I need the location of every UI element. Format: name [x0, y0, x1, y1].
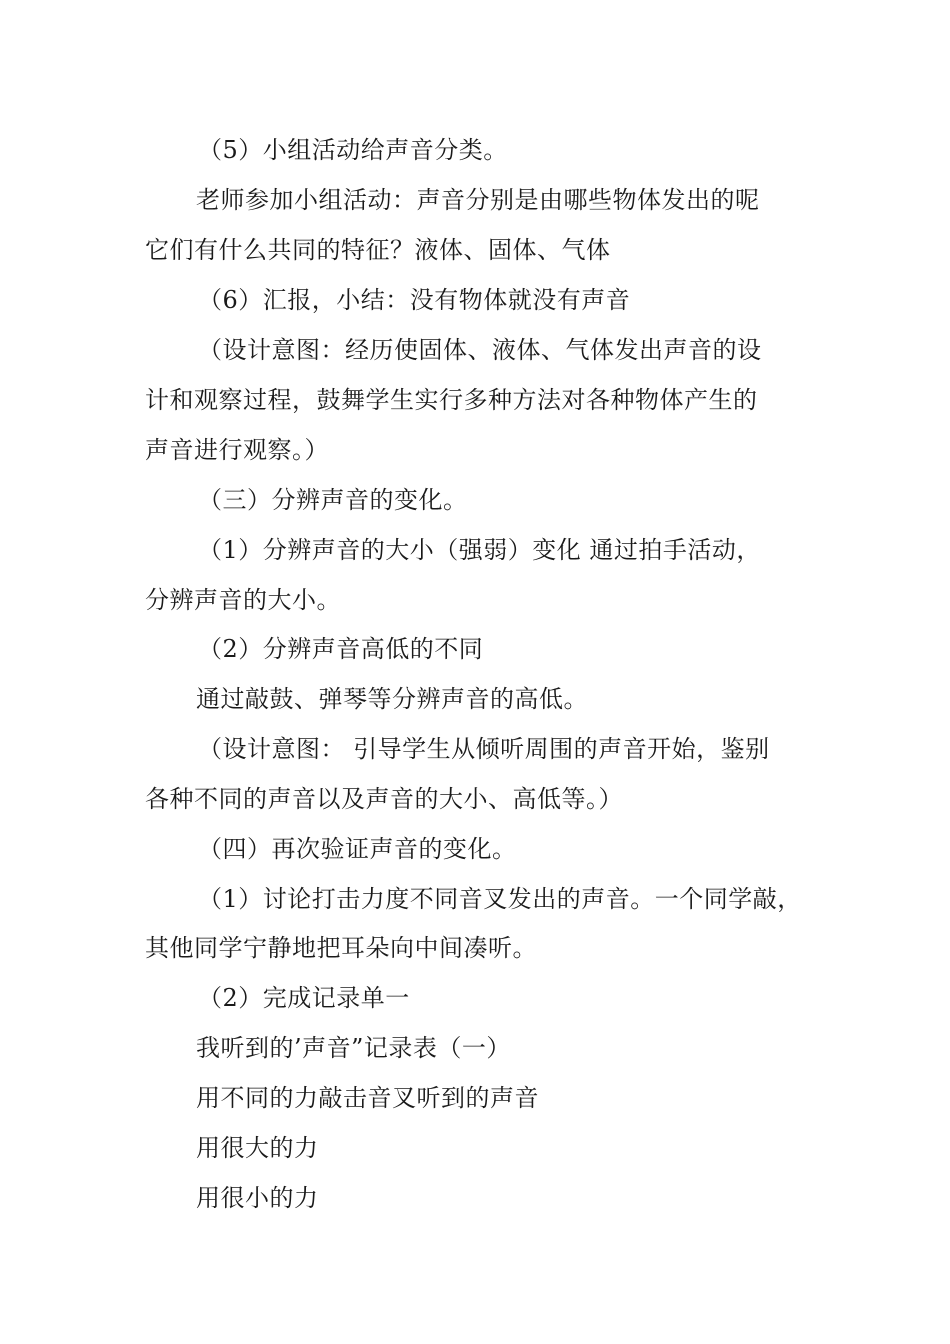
paragraph-line: 它们有什么共同的特征？液体、固体、气体	[145, 236, 611, 264]
paragraph-line: 各种不同的声音以及声音的大小、高低等。）	[145, 785, 623, 813]
paragraph-line: 通过敲鼓、弹琴等分辨声音的高低。	[196, 685, 588, 713]
paragraph-line: （设计意图：经历使固体、液体、气体发出声音的设	[198, 336, 762, 364]
record-table-row: 用很大的力	[196, 1134, 319, 1162]
paragraph-line: （1）讨论打击力度不同音叉发出的声音。一个同学敲，	[198, 885, 802, 913]
paragraph-line: （2）分辨声音高低的不同	[198, 635, 484, 663]
paragraph-line: 老师参加小组活动：声音分别是由哪些物体发出的呢	[196, 186, 760, 214]
paragraph-line: （5）小组活动给声音分类。	[198, 136, 508, 164]
paragraph-line: 其他同学宁静地把耳朵向中间凑听。	[145, 934, 537, 962]
record-table-row: 用很小的力	[196, 1184, 319, 1212]
paragraph-line: （6）汇报，小结：没有物体就没有声音	[198, 286, 631, 314]
paragraph-line: （1）分辨声音的大小（强弱）变化 通过拍手活动，	[198, 536, 761, 564]
paragraph-line: 计和观察过程，鼓舞学生实行多种方法对各种物体产生的	[145, 386, 758, 414]
section-heading: （三）分辨声音的变化。	[198, 486, 468, 514]
paragraph-line: 分辨声音的大小。	[145, 586, 341, 614]
record-table-title: 我听到的’声音”记录表（一）	[196, 1034, 511, 1062]
paragraph-line: （设计意图： 引导学生从倾听周围的声音开始，鉴别	[198, 735, 770, 763]
record-table-row: 用不同的力敲击音叉听到的声音	[196, 1084, 539, 1112]
section-heading: （四）再次验证声音的变化。	[198, 835, 517, 863]
paragraph-line: 声音进行观察。）	[145, 436, 329, 464]
paragraph-line: （2）完成记录单一	[198, 984, 410, 1012]
